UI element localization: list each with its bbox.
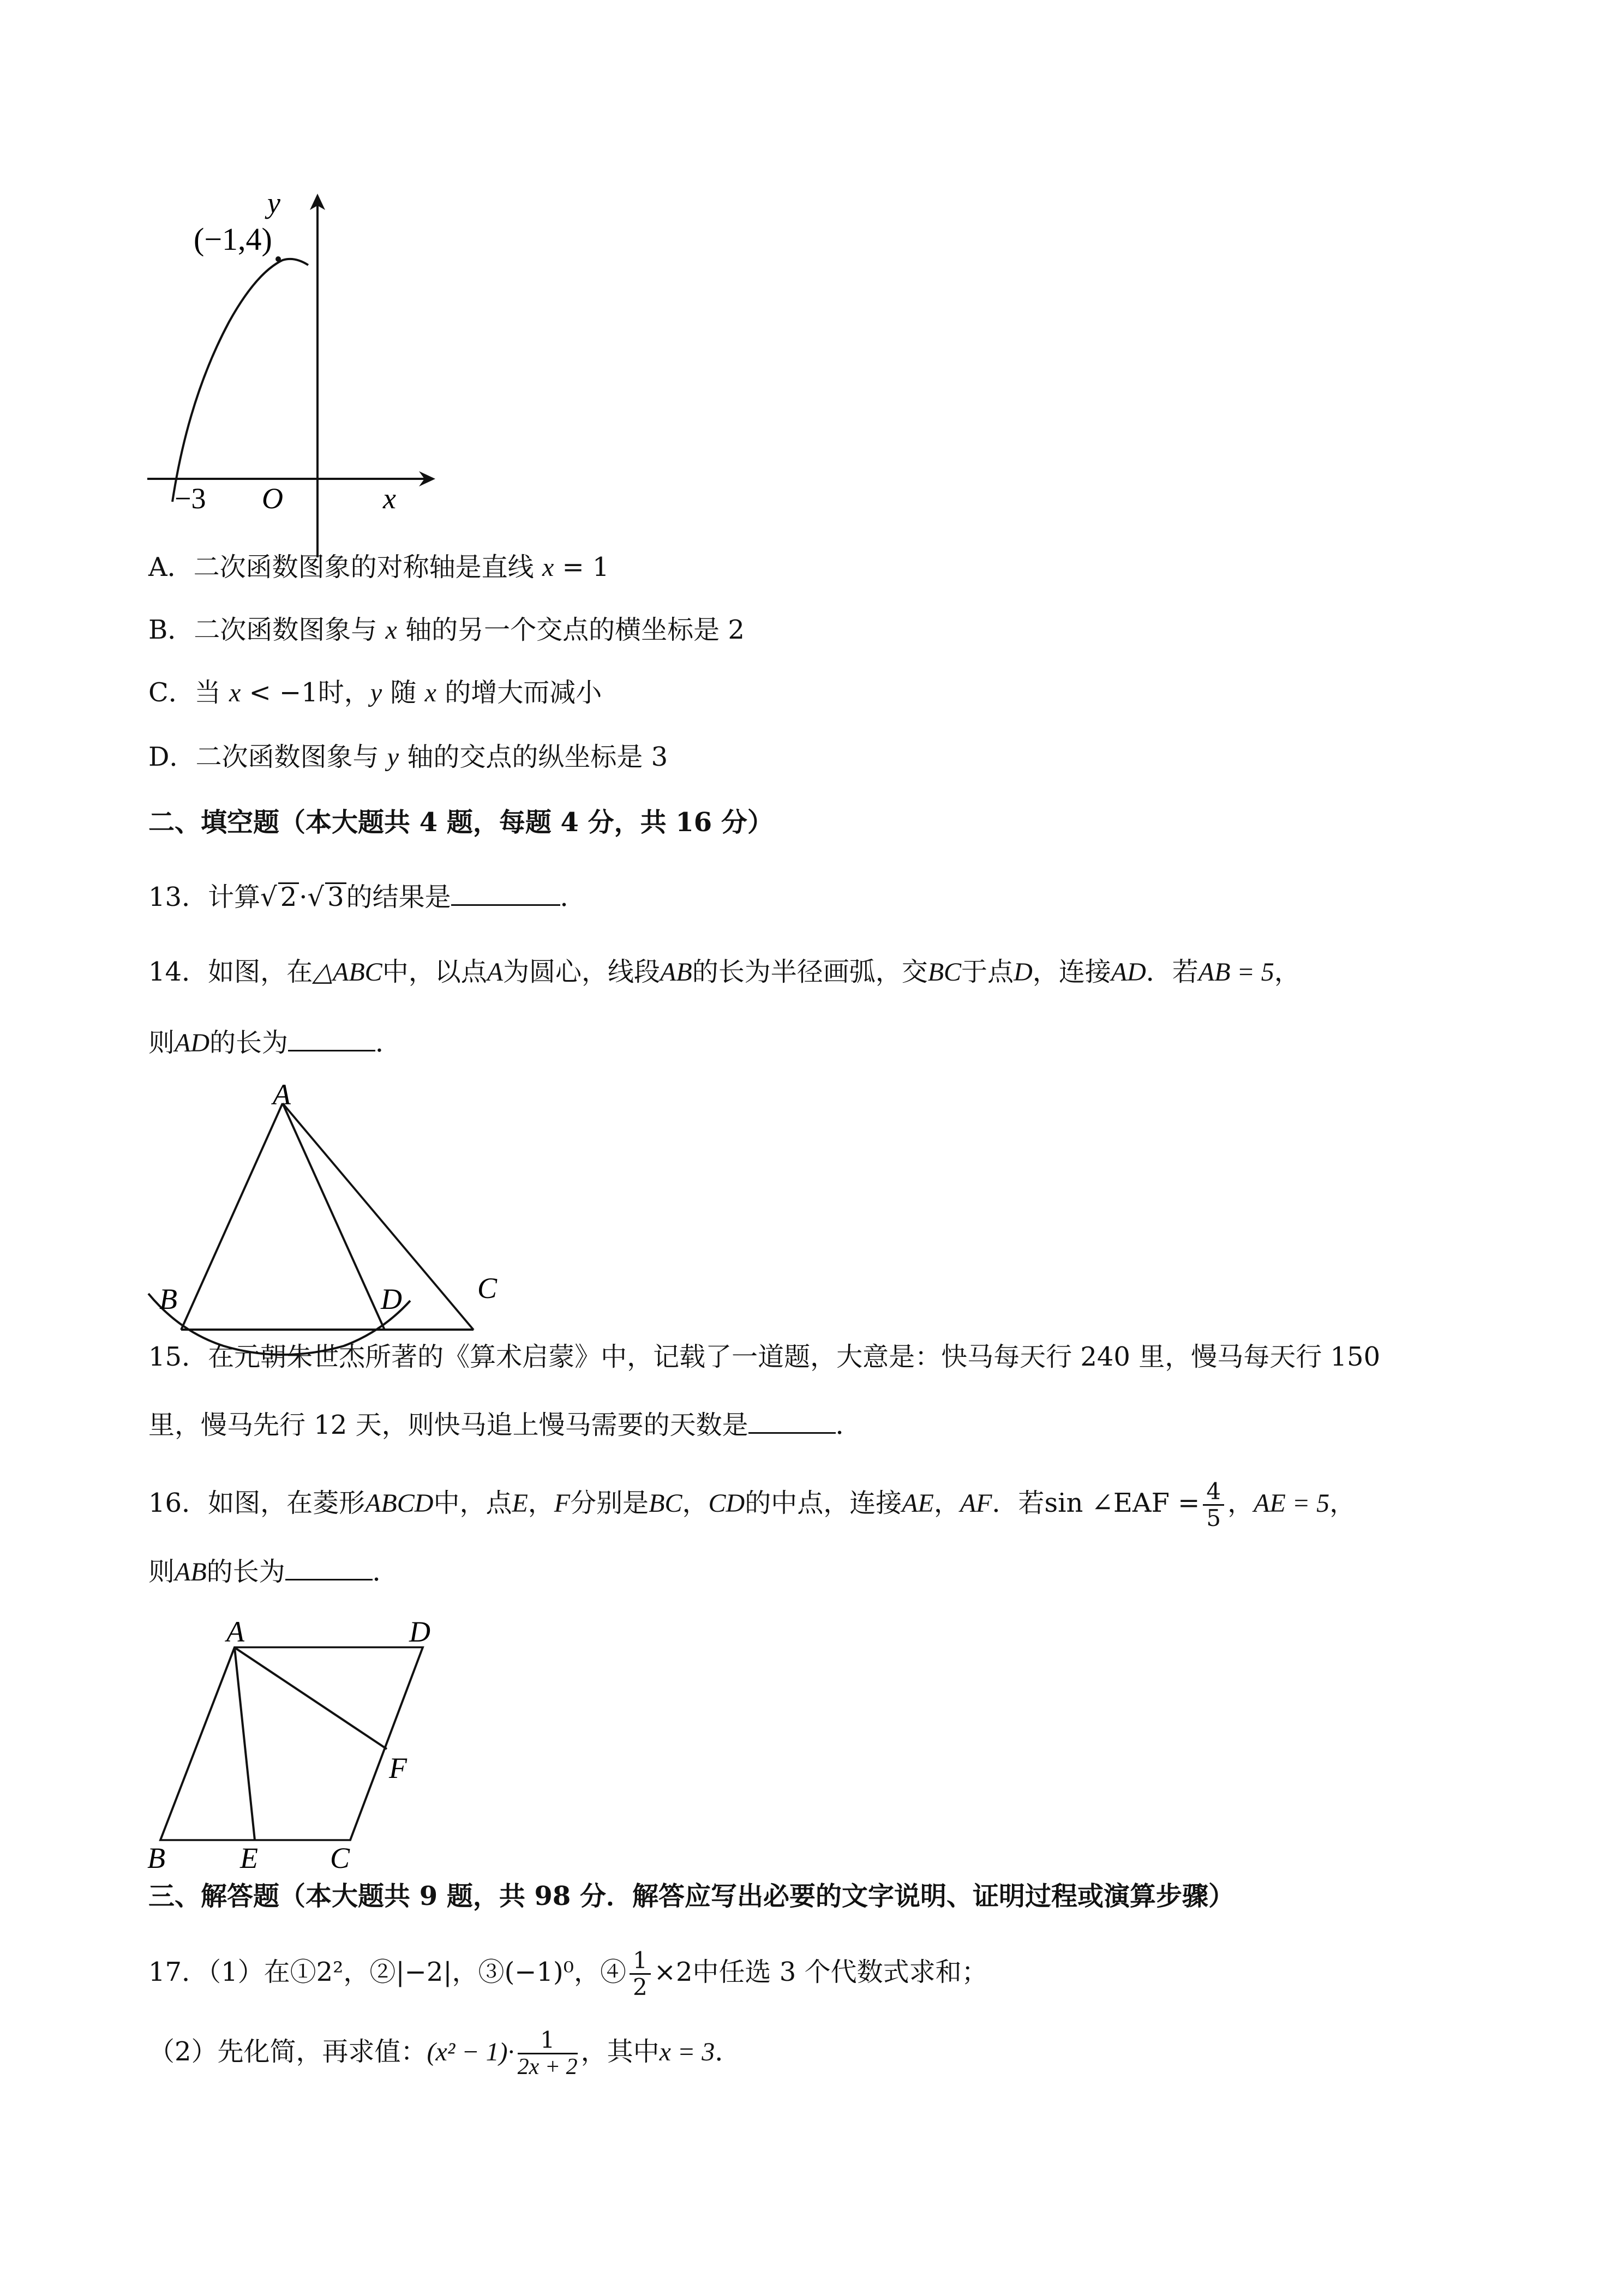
math-equation: AE = 5: [1254, 1489, 1330, 1518]
fraction-numerator: 1: [518, 2028, 578, 2054]
option-text: 的增大而减小: [436, 677, 602, 708]
option-text: 随: [382, 677, 425, 708]
fraction-numerator: 1: [630, 1948, 651, 1975]
segment-ad: [283, 1103, 385, 1330]
question-text: 在元朝朱世杰所著的《算术启蒙》中，记载了一道题，大意是：快马每天行 240 里，慢马每天行 150: [208, 1342, 1381, 1372]
math-var: AB: [175, 1558, 207, 1586]
question-text: （1）在①: [208, 1957, 316, 1987]
period: ．: [375, 1027, 402, 1058]
vertex-point: [275, 256, 281, 262]
answer-blank[interactable]: [285, 1557, 373, 1580]
question-text: 于点: [961, 957, 1014, 987]
option-text: 轴的另一个交点的横坐标是 2: [397, 615, 745, 645]
question-text: 则: [148, 1556, 175, 1587]
option-letter: B．: [148, 615, 194, 645]
label-a: A: [226, 1615, 244, 1648]
math-var: AD: [175, 1029, 209, 1057]
figure-q16-rhombus: [136, 1609, 518, 1874]
fraction: [630, 1948, 651, 2000]
question-text: 的结果是: [346, 882, 451, 912]
question-number: 15．: [148, 1342, 208, 1372]
segment-ab: [181, 1103, 283, 1330]
question-text: 如图，在: [208, 957, 313, 987]
label-c: C: [330, 1842, 350, 1874]
segment-ac: [283, 1103, 474, 1330]
fraction: [1203, 1479, 1224, 1531]
math-expression: (−1)⁰: [504, 1957, 574, 1987]
option-text: < −1时，: [241, 677, 370, 708]
option-text: 二次函数图象与: [195, 742, 387, 772]
segment-af: [235, 1648, 387, 1749]
question-text: 的长为: [206, 1556, 285, 1587]
option-text: 当: [194, 677, 229, 708]
math-var: CD: [708, 1489, 745, 1518]
label-a: A: [273, 1078, 291, 1111]
question-text: 则: [148, 1027, 175, 1058]
answer-blank[interactable]: [451, 882, 560, 906]
question-text: （2）先化简，再求值：: [148, 2036, 427, 2067]
math-var: ABCD: [365, 1489, 434, 1518]
question-16-line-2: [148, 1555, 399, 1589]
rhombus-abcd: [160, 1648, 423, 1840]
answer-blank[interactable]: [288, 1028, 375, 1051]
question-number: 14．: [148, 957, 208, 987]
section-3-heading: 三、解答题（本大题共 9 题，共 98 分．解答应写出必要的文字说明、证明过程或演算步骤）: [148, 1881, 1235, 1912]
fraction-numerator: 4: [1203, 1479, 1224, 1506]
question-text: 计算: [208, 882, 261, 912]
question-number: 16．: [148, 1488, 208, 1518]
question-number: 13．: [148, 882, 208, 912]
label-e: E: [240, 1842, 258, 1874]
math-var: y: [370, 678, 382, 707]
question-text: 的长为: [209, 1027, 289, 1058]
question-text: 如图，在菱形: [208, 1488, 365, 1518]
label-c: C: [477, 1272, 498, 1305]
option-text: 二次函数图象的对称轴是直线: [193, 552, 542, 582]
question-16-line-1: [148, 1479, 1356, 1531]
option-letter: C．: [148, 677, 195, 708]
question-15-line-1: [148, 1341, 1380, 1373]
question-text: ，③: [452, 1957, 505, 1987]
question-text: ，其中: [580, 2036, 660, 2067]
x-intercept-label: −3: [175, 482, 206, 515]
math-equation: AB = 5: [1198, 958, 1274, 987]
question-text: 的长为半径画弧，交: [692, 957, 928, 987]
option-text: 轴的交点的纵坐标是 3: [399, 742, 668, 772]
math-var: BC: [649, 1489, 682, 1518]
question-13: 13．计算√ 2·√ 3的结果是 ．: [148, 882, 586, 912]
question-14-line-2: [148, 1026, 401, 1060]
origin-label: O: [262, 482, 283, 515]
figure-q14-triangle: [136, 1080, 546, 1325]
question-text: 中，以点: [382, 957, 487, 987]
question-15-line-2: [148, 1409, 862, 1441]
question-text: ，: [1274, 957, 1301, 987]
radicand: 3: [325, 882, 346, 910]
math-var: A: [487, 958, 504, 987]
math-triangle: △ABC: [313, 958, 382, 987]
figure-q12-parabola: [136, 164, 464, 545]
label-d: D: [409, 1615, 430, 1648]
vertex-label: (−1,4): [194, 221, 272, 257]
question-text: ，: [1227, 1488, 1254, 1518]
period: ．: [372, 1556, 399, 1587]
label-b: B: [159, 1283, 177, 1315]
label-d: D: [381, 1283, 402, 1315]
option-c[interactable]: [148, 676, 602, 710]
math-expression: ×2: [654, 1957, 693, 1987]
question-text: ，④: [574, 1957, 627, 1987]
question-text: ，: [933, 1488, 960, 1518]
y-axis-label: y: [267, 187, 280, 219]
option-a[interactable]: [148, 551, 609, 584]
option-letter: D．: [148, 742, 196, 772]
period: ．: [560, 882, 586, 912]
question-text: ．若: [992, 1488, 1045, 1518]
question-text: 分别是: [570, 1488, 649, 1518]
math-var: D: [1014, 958, 1033, 987]
answer-blank[interactable]: [748, 1410, 836, 1434]
radicand: 2: [278, 882, 299, 910]
segment-ae: [235, 1648, 255, 1840]
question-17-part-2: [148, 2028, 741, 2079]
option-text: = 1: [554, 552, 609, 582]
question-text: ，②: [343, 1957, 396, 1987]
option-b[interactable]: [148, 614, 745, 647]
option-letter: A．: [148, 552, 194, 582]
math-var: BC: [927, 958, 962, 987]
fraction-denominator: 2x + 2: [517, 2054, 578, 2079]
question-text: ，: [1329, 1488, 1356, 1518]
dot-operator: ·: [299, 882, 308, 912]
section-2-heading: 二、填空题（本大题共 4 题，每题 4 分，共 16 分）: [148, 807, 774, 838]
question-text: ，: [528, 1488, 554, 1518]
question-text: 为圆心，线段: [503, 957, 661, 987]
math-var: y: [387, 743, 399, 772]
question-text: ，连接: [1032, 957, 1111, 987]
math-var: E: [512, 1489, 528, 1518]
math-var: x: [542, 553, 554, 582]
fraction: [518, 2028, 578, 2079]
question-14-line-1: [148, 955, 1301, 989]
math-var: x: [229, 678, 241, 707]
period: ．: [835, 1410, 862, 1440]
period: ．: [715, 2036, 741, 2067]
question-text: ．若: [1146, 957, 1198, 987]
fraction-denominator: 5: [1206, 1505, 1221, 1531]
x-axis-label: x: [383, 482, 396, 515]
math-var: AF: [960, 1489, 992, 1518]
math-var: AE: [902, 1489, 934, 1518]
question-text: ，: [682, 1488, 709, 1518]
question-text: 中任选 3 个代数式求和；: [692, 1957, 988, 1987]
question-text: 里，慢马先行 12 天，则快马追上慢马需要的天数是: [148, 1410, 748, 1440]
label-b: B: [147, 1842, 165, 1874]
math-var: AB: [660, 958, 692, 987]
option-text: 二次函数图象与: [194, 615, 386, 645]
math-sine: sin ∠EAF =: [1044, 1488, 1200, 1518]
label-f: F: [389, 1752, 407, 1784]
math-expression: |−2|: [395, 1957, 452, 1987]
math-var: F: [554, 1489, 571, 1518]
math-expression: 2²: [316, 1957, 344, 1987]
math-var: x: [424, 678, 436, 707]
option-d[interactable]: [148, 741, 668, 774]
math-expression: (x² − 1)·: [427, 2037, 514, 2066]
question-text: 中，点: [433, 1488, 512, 1518]
math-var: x: [385, 616, 397, 645]
parabola-curve: [172, 259, 308, 502]
question-text: 的中点，连接: [745, 1488, 902, 1518]
math-equation: x = 3: [659, 2037, 715, 2066]
question-17-part-1: [148, 1948, 988, 2000]
question-number: 17．: [148, 1957, 208, 1987]
math-var: AD: [1111, 958, 1146, 987]
fraction-denominator: 2: [633, 1974, 648, 2000]
